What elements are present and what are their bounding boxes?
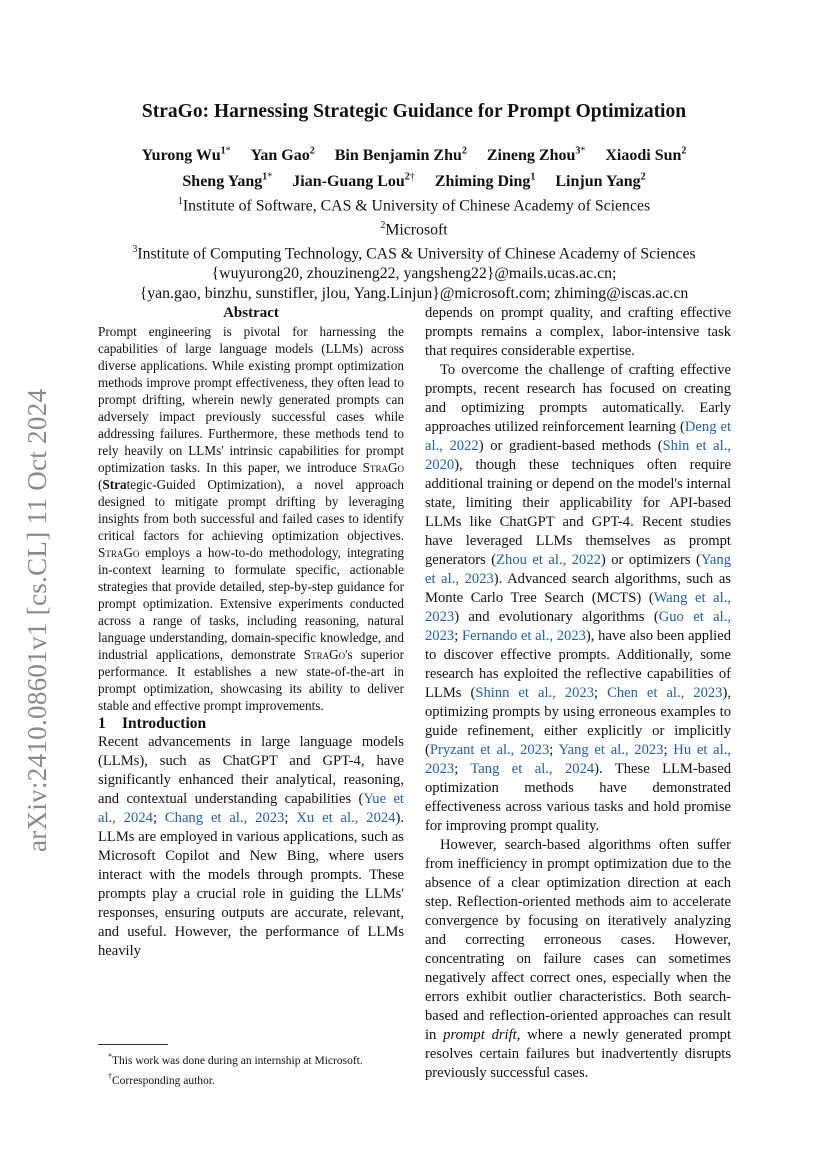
section-heading-introduction: 1 Introduction — [98, 715, 207, 732]
author: Linjun Yang$^2$ — [555, 171, 646, 190]
authors-line-2 — [0, 166, 828, 191]
author: Jian-Guang Lou$^{2\dagger}$ — [292, 171, 415, 190]
author: Yurong $Wu^{1*}$ — [141, 146, 231, 165]
author: Yan Gao$^2$ — [250, 146, 315, 165]
citation-link[interactable]: Deng et al., 2022 — [425, 419, 732, 454]
citation-link[interactable]: Chang et al., 2023 — [164, 810, 285, 826]
citation-link[interactable]: Chen et al., 2023 — [607, 685, 723, 701]
abstract-heading: Abstract — [223, 305, 279, 321]
footnote-1: *This work was done during an internship at Microsoft. — [108, 1052, 363, 1067]
footnotes — [98, 1044, 404, 1089]
email-line-1: {wuyurong20, zhouzineng22, yangsheng22}@mails.ucas.ac.cn; — [211, 265, 617, 283]
intro-paragraph: To overcome the challenge of crafting effective prompts, recent research has focused on creating and optimizing prompts automatically. Early approaches utilized reinforcement learning (Deng et al., 2022) or gradient-based methods (Shin et al., 2020), though these techniques often require additional training or depend on the model's internal state, limiting their applicability for API-based LLMs like ChatGPT and GPT-4. Recent studies have leveraged LLMs themselves as prompt generators (Zhou et al., 2022) or optimizers (Yang et al., 2023). Advanced search algorithms, such as Monte Carlo Tree Search (MCTS) (Wang et al., 2023) and evolutionary algorithms (Guo et al., 2023; Fernando et al., 2023), have also been applied to discover effective prompts. Additionally, some research has exploited the reflective capabilities of LLMs (Shinn et al., 2023; Chen et al., 2023), optimizing prompts by using erroneous examples to guide refinement, either explicitly or implicitly (Pryzant et al., 2023; Yang et al., 2023; Hu et al., 2023; Tang et al., 2024). These LLM-based optimization methods have demonstrated effectiveness across various tasks and hold promise for improving prompt quality. — [425, 362, 732, 834]
email-line-2: {yan.gao, binzhu, sunstifler, jlou, Yang.Linjun}@microsoft.com; zhiming@iscas.ac.cn — [139, 285, 689, 303]
citation-link[interactable]: Xu et al., 2024 — [296, 810, 396, 826]
citation-link[interactable]: Yue et al., 2024 — [98, 791, 404, 826]
citation-link[interactable]: Yang et al., 2023 — [425, 552, 731, 587]
footnote-2: †Corresponding author. — [108, 1071, 215, 1087]
author: Zhiming Ding$^1$ — [434, 171, 536, 190]
intro-paragraph: However, search-based algorithms often suffer from inefficiency in prompt optimization due to the absence of a clear optimization direction at each step. Reflection-oriented methods aim to accelerate convergence by focusing on iteratively analyzing and correcting erroneous cases. However, concentrating on failure cases can sometimes negatively affect correct ones, especially when the errors exhibit outlier characteristics. Both search-based and reflection-oriented approaches can result in prompt drift, where a newly generated prompt resolves certain failures but inadvertently disrupts previously successful cases. — [425, 837, 731, 1081]
author: Xiaodi Sun$^2$ — [605, 146, 687, 165]
intro-paragraph: Recent advancements in large language models (LLMs), such as ChatGPT and GPT-4, have significantly enhanced their analytical, reasoning, and contextual understanding capabilities (Yue et al., 2024; Chang et al., 2023; Xu et al., 2024). LLMs are employed in various applications, such as Microsoft Copilot and New Bing, where users interact with the models through prompts. These prompts play a crucial role in guiding the LLMs' responses, ensuring outputs are accurate, relevant, and useful. However, the performance of LLMs heavily — [98, 734, 404, 959]
citation-link[interactable]: Yang et al., 2023 — [558, 742, 664, 758]
citation-link[interactable]: Shin et al., 2020 — [425, 438, 732, 473]
abstract-body: Prompt engineering is pivotal for harnessing the capabilities of large language models (LLMs) across diverse applications. While existing prompt optimization methods improve prompt effectiveness, they often lead to prompt drifting, wherein newly generated prompts can adversely impact previously successful cases while addressing failures. Furthermore, these methods tend to rely heavily on LLMs' intrinsic capabilities for prompt optimization tasks. In this paper, we introduce StraGo (Strategic-Guided Optimization), a novel approach designed to mitigate prompt drifting by leveraging insights from both successful and failed cases to identify critical factors for achieving optimization objectives. StraGo employs a how-to-do methodology, integrating in-context learning to formulate specific, actionable strategies that provide detailed, step-by-step guidance for prompt optimization. Extensive experiments conducted across a range of tasks, including reasoning, natural language understanding, domain-specific knowledge, and industrial applications, demonstrate StraGo's superior performance. It establishes a new state-of-the-art in prompt optimization, showcasing its ability to deliver stable and effective prompt improvements. — [98, 324, 404, 713]
citation-link[interactable]: Wang et al., 2023 — [425, 590, 731, 625]
citation-link[interactable]: Tang et al., 2024 — [470, 761, 595, 777]
author: Bin Benjamin Zhu$^2$ — [334, 146, 467, 165]
affiliation-3: $^3$Institute of Computing Technology, CAS & University of Chinese Academy of Sciences — [132, 244, 696, 263]
paper-title: StraGo: Harnessing Strategic Guidance for Prompt Optimization — [141, 101, 687, 122]
citation-link[interactable]: Shinn et al., 2023 — [475, 685, 595, 701]
affiliation-2: $^2$Microsoft — [380, 219, 448, 239]
citation-link[interactable]: Zhou et al., 2022 — [496, 552, 601, 568]
arxiv-stamp: arXiv:2410.08601v1 [cs.CL] 11 Oct 2024 — [22, 388, 52, 852]
left-column — [98, 304, 404, 961]
citation-link[interactable]: Guo et al., 2023 — [425, 609, 731, 644]
right-column — [425, 304, 731, 1083]
author-block — [0, 141, 828, 304]
authors-line-1 — [0, 141, 828, 166]
citation-link[interactable]: Pryzant et al., 2023 — [429, 742, 550, 758]
author: Zineng Zhou$^{3*}$ — [486, 146, 586, 165]
affiliation-1: $^1$Institute of Software, CAS & University of Chinese Academy of Sciences — [177, 195, 651, 214]
footnote-rule — [98, 1044, 168, 1045]
citation-link[interactable]: Fernando et al., 2023 — [462, 628, 586, 644]
citation-link[interactable]: Hu et al., 2023 — [425, 742, 731, 777]
intro-paragraph-continued: depends on prompt quality, and crafting effective prompts remains a complex, labor-intensive task that requires considerable expertise. — [425, 305, 731, 359]
author: Sheng Yang$^{1*}$ — [182, 171, 273, 190]
